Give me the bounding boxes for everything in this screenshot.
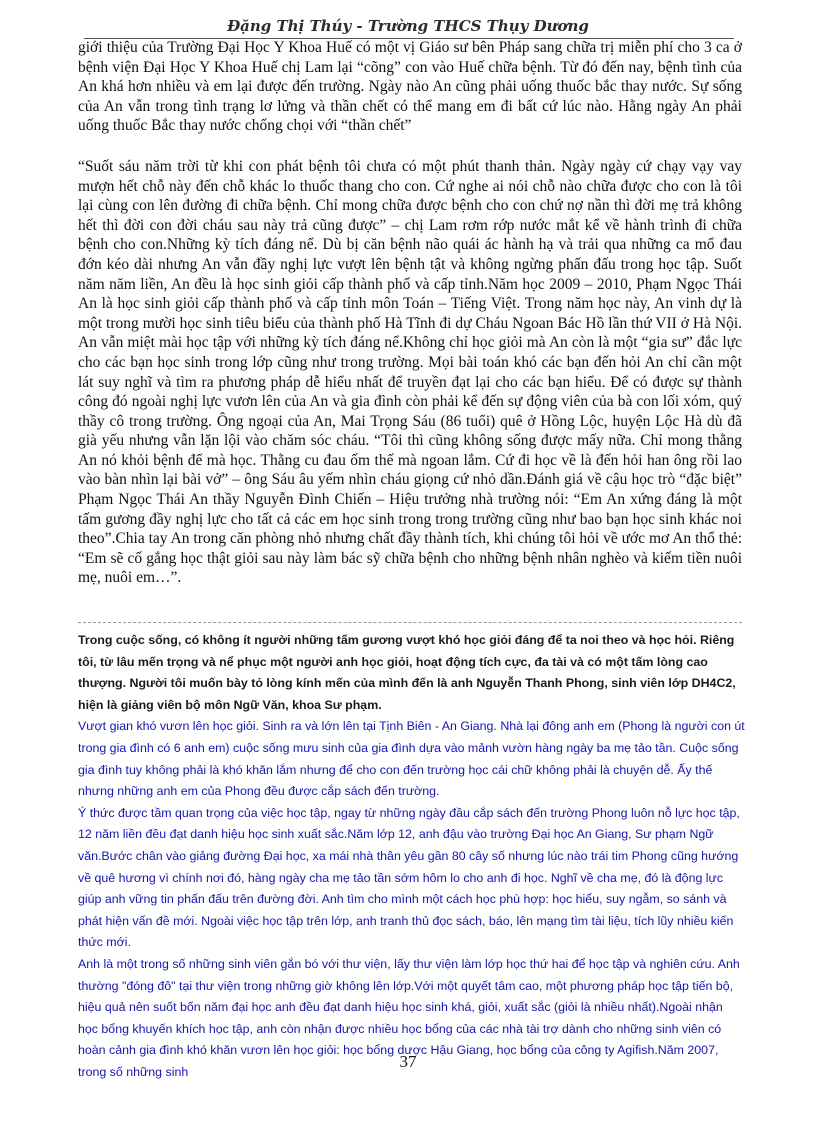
story-section (78, 38, 742, 609)
essay-paragraph-2: Ý thức được tầm quan trọng của việc học tập, ngay từ những ngày đầu cắp sách đến trường Phong luôn nỗ lực học tập, 12 năm liền đều đạt danh hiệu học sinh xuất sắc.Năm lớp 12, anh đậu vào trường Đại học An Giang, Sư phạm Ngữ văn.Bước chân vào giảng đường Đại học, xa mái nhà thân yêu gần 80 cây số nhưng lúc nào trái tim Phong cũng hướng về quê hương vì chính nơi đó, hàng ngày cha mẹ tảo tần sớm hôm lo cho anh đi học. Nghĩ về cha mẹ, đó là động lực giúp anh vững tin phấn đấu trên đường đời. Anh tìm cho mình một cách học phù hợp: học hiểu, suy ngẫm, so sánh và phát hiện vấn đề mới. Ngoài việc học tập trên lớp, anh tranh thủ đọc sách, báo, lên mạng tìm tài liệu, tích lũy nhiều kiến thức mới. (78, 805, 740, 950)
essay-intro: Trong cuộc sống, có không ít người những tấm gương vượt khó học giỏi đáng để ta noi theo và học hỏi. Riêng tôi, từ lâu mến trọng và nể phục một người anh học giỏi, hoạt động tích cực, đa tài và có một tấm lòng cao thượng. Người tôi muốn bày tỏ lòng kính mến của mình đến là anh Nguyễn Thanh Phong, sinh viên lớp DH4C2, hiện là giảng viên bộ môn Ngữ Văn, khoa Sư phạm. (78, 633, 736, 712)
story-paragraph-2: “Suốt sáu năm trời từ khi con phát bệnh tôi chưa có một phút thanh thản. Ngày ngày cứ chạy vạy vay mượn hết chỗ này đến chỗ khác lo thuốc thang cho con. Cứ nghe ai nói chỗ nào chữa được cho con là tôi lại cùng con lên đường đi chữa bệnh. Chỉ mong chữa được bệnh cho con chứ nợ nần thì đời mẹ trả không hết thì đời con đời cháu sau này trả cũng được” – chị Lam rơm rớp nước mắt kể về hành trình đi chữa bệnh cho con.Những kỳ tích đáng nể. Dù bị căn bệnh não quái ác hành hạ và trải qua những ca mổ đau đớn kéo dài nhưng An vẫn đầy nghị lực vượt lên bệnh tật và không ngừng phấn đấu trong học tập. Suốt năm năm liền, An đều là học sinh giỏi cấp thành phố và cấp tỉnh.Năm học 2009 – 2010, Phạm Ngọc Thái An là học sinh giỏi cấp thành phố và cấp tỉnh môn Toán – Tiếng Việt. Trong năm học này, An vinh dự là một trong mười học sinh tiêu biểu của thành phố Hà Tĩnh đi dự Cháu Ngoan Bác Hồ lần thứ VII ở Hà Nội. An vẫn miệt mài học tập với những kỳ tích đáng nể.Không chỉ học giỏi mà An còn là một “gia sư” đắc lực cho các bạn học sinh trong lớp cũng như trong trường. Mọi bài toán khó các bạn đến hỏi An chỉ cần một lát suy nghĩ và tìm ra phương pháp dễ hiểu nhất để truyền đạt lại cho các bạn hiểu. Để có được sự thành công đó ngoài nghị lực vươn lên của An và gia đình còn phải kể đến sự động viên của bà con lối xóm, quý thầy cô trong trường. Ông ngoại của An, Mai Trọng Sáu (86 tuổi) quê ở Hồng Lộc, huyện Lộc Hà dù đã già yếu nhưng vẫn lặn lội vào chăm sóc cháu. “Tôi thì cũng không sống được mấy nữa. Chỉ mong thằng An nó khỏi bệnh để mà học. Thằng cu đau ốm thế mà ngoan lắm. Cứ đi học về là đến hỏi han ông rồi lao vào bàn nhìn lại bài vở” – ông Sáu âu yếm nhìn cháu giọng cứ nhỏ dần.Đánh giá về cậu học trò “đặc biệt” Phạm Ngọc Thái An thầy Nguyễn Đình Chiến – Hiệu trưởng nhà trường nói: “Em An xứng đáng là một tấm gương đầy nghị lực cho tất cả các em học sinh trong trong trường cũng như bao bạn học sinh khác noi theo”.Chia tay An trong căn phòng nhỏ nhưng chất đầy thành tích, khi chúng tôi hỏi về ước mơ An thổ thẻ: “Em sẽ cố gắng học thật giỏi sau này làm bác sỹ chữa bệnh cho những bệnh nhân nghèo và kiếm tiền nuôi mẹ, nuôi em…”. (78, 157, 742, 587)
page-header: Đặng Thị Thúy - Trường THCS Thụy Dương (227, 17, 589, 35)
essay-paragraph-3: Anh là một trong số những sinh viên gắn bó với thư viện, lấy thư viện làm lớp học thứ hai để học tập và nghiên cứu. Anh thường "đóng đô" tại thư viện trong những giờ không lên lớp.Với một quyết tâm cao, một phương pháp học tập tiến bộ, hiệu quả nên suốt bốn năm đại học anh đều đạt danh hiệu học sinh khá, giỏi, xuất sắc (giỏi là nhiều nhất).Ngoài nhận học bổng khuyến khích học tập, anh còn nhận được nhiều học bổng của các nhà tài trợ dành cho những sinh viên có hoàn cảnh gia đình khó khăn vươn lên học giỏi: học bổng dược Hậu Giang, học bổng của công ty Agifish.Năm 2007, trong số những sinh (78, 956, 740, 1079)
story-paragraph-1: giới thiệu của Trường Đại Học Y Khoa Huế có một vị Giáo sư bên Pháp sang chữa trị miễn phí cho 3 ca ở bệnh viện Đại Học Y Khoa Huế chị Lam lại “cõng” con vào Huế chữa bệnh. Từ đó đến nay, bệnh tình của An khá hơn nhiều và em lại được đến trường. Ngày nào An cũng phải uống thuốc bắc thay nước. Sự sống của An vẫn trong tình trạng lơ lửng và thần chết có thể mang em đi bất cứ lúc nào. Hằng ngày An phải uống thuốc Bắc thay nước chống chọi với “thần chết” (78, 39, 742, 135)
page-number: 37 (399, 1052, 417, 1071)
essay-paragraph-1: Vượt gian khó vươn lên học giỏi. Sinh ra và lớn lên tại Tịnh Biên - An Giang. Nhà lại đông anh em (Phong là người con út trong gia đình có 6 anh em) cuộc sống mưu sinh của gia đình dựa vào mảnh vườn hàng ngày ba mẹ tảo tần. Cuộc sống gia đình tuy không phải là khó khăn lắm nhưng để cho con đến trường học cái chữ không phải là chuyện dễ. Ấy thế nhưng những anh em của Phong đều được cắp sách đến trường. (78, 719, 745, 799)
essay-section (78, 630, 746, 1083)
section-divider (78, 622, 742, 623)
